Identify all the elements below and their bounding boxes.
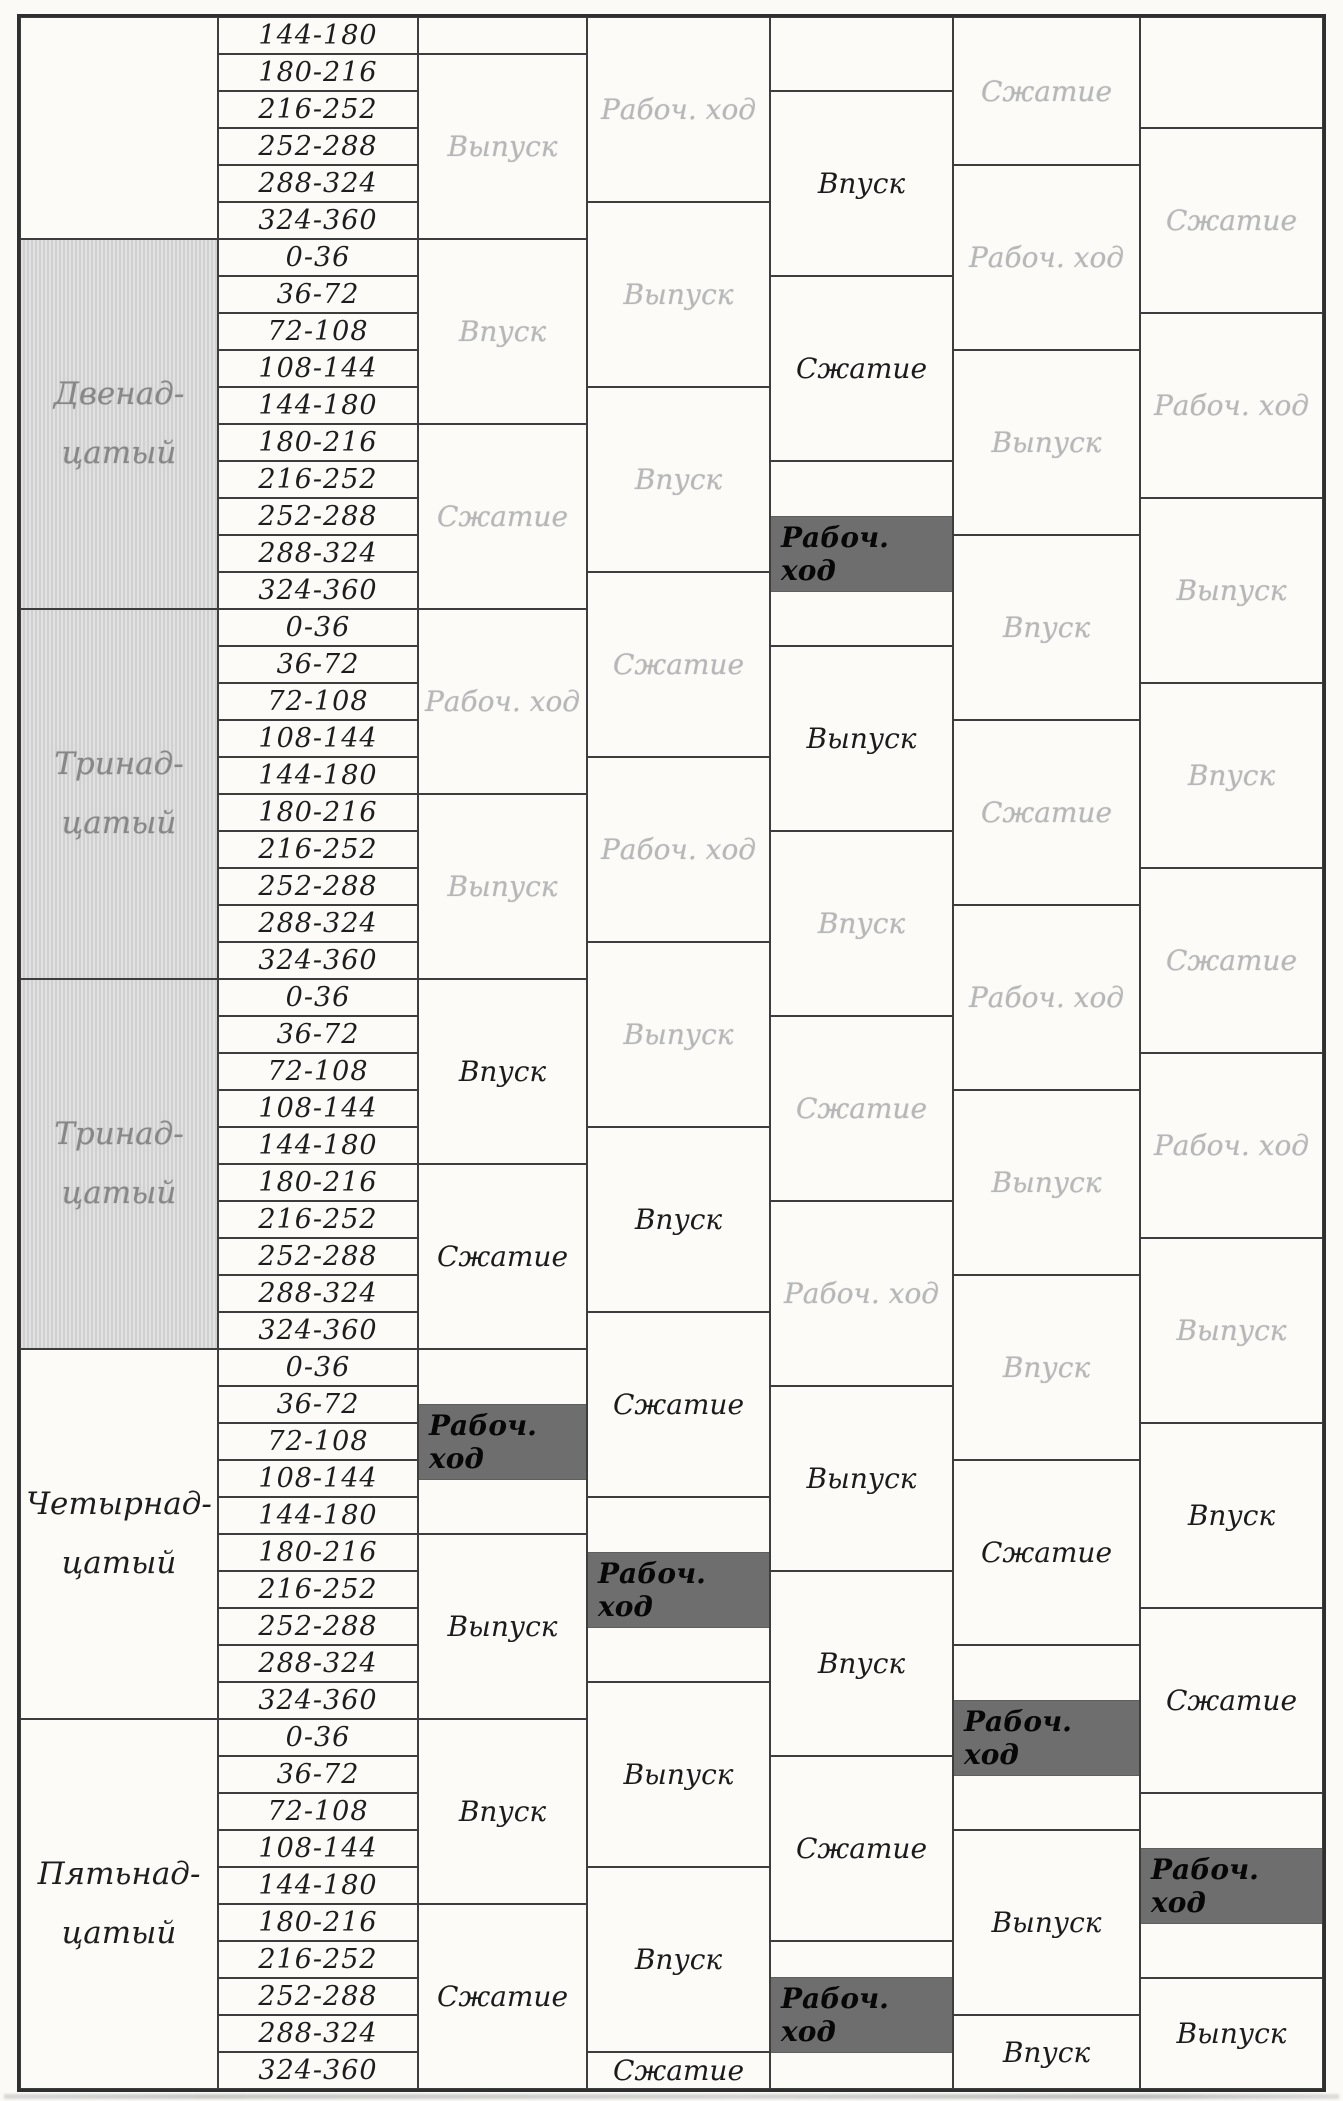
- phase-label: Рабоч. ход: [1153, 1129, 1310, 1162]
- angle-range-label: 36-72: [276, 1759, 360, 1790]
- phase-label: Впуск: [634, 463, 723, 496]
- angle-cell: [218, 646, 418, 683]
- angle-cell: [218, 1386, 418, 1423]
- scan-artifact-line: [4, 2094, 1339, 2099]
- angle-range-label: 180-216: [258, 1907, 378, 1938]
- angle-cell: [218, 1830, 418, 1867]
- phase-col-3-cell: [770, 646, 953, 831]
- cylinder-label: Двенад-: [53, 376, 185, 412]
- phase-col-1-cell: [418, 609, 587, 794]
- angle-cell: [218, 831, 418, 868]
- angle-cell: [218, 1312, 418, 1349]
- phase-label: Сжатие: [795, 1092, 928, 1125]
- angle-cell: [218, 683, 418, 720]
- phase-col-1-cell: [418, 17, 587, 54]
- angle-cell: [218, 1201, 418, 1238]
- phase-col-3-cell: [770, 831, 953, 1016]
- phase-label: Впуск: [1002, 611, 1091, 644]
- angle-range-label: 108-144: [258, 1093, 378, 1124]
- angle-range-label: 288-324: [258, 2018, 378, 2049]
- phase-col-4-cell: [953, 1460, 1140, 1645]
- phase-label: Впуск: [817, 1647, 906, 1680]
- angle-range-label: 324-360: [258, 575, 378, 606]
- phase-label: Выпуск: [991, 1166, 1102, 1199]
- angle-cell: [218, 1460, 418, 1497]
- angle-range-label: 324-360: [258, 205, 378, 236]
- angle-range-label: 216-252: [258, 1204, 378, 1235]
- phase-col-3-cell: [770, 1941, 953, 2089]
- angle-cell: [218, 794, 418, 831]
- angle-cell: [218, 572, 418, 609]
- phase-label: Впуск: [1002, 2035, 1091, 2069]
- phase-label: Выпуск: [447, 1610, 558, 1643]
- cylinder-label: Тринад-: [54, 1116, 184, 1152]
- phase-col-4-cell: [953, 1275, 1140, 1460]
- phase-label: Сжатие: [980, 74, 1113, 108]
- phase-col-1-cell: [418, 239, 587, 424]
- angle-cell: [218, 1497, 418, 1534]
- phase-col-1-cell: [418, 1534, 587, 1719]
- phase-col-5-cell: [1140, 1978, 1323, 2089]
- phase-label: Сжатие: [436, 500, 569, 533]
- cylinder-cell-5: [20, 1719, 218, 2089]
- angle-cell: [218, 17, 418, 54]
- phase-label: Впуск: [458, 315, 547, 348]
- phase-label-highlighted: Рабоч. ход: [588, 1553, 769, 1627]
- angle-range-label: 36-72: [276, 279, 360, 310]
- cylinder-label: Четырнад-: [26, 1486, 212, 1522]
- angle-cell: [218, 1275, 418, 1312]
- angle-cell: [218, 1608, 418, 1645]
- phase-col-5-cell: [1140, 498, 1323, 683]
- angle-cell: [218, 498, 418, 535]
- phase-label: Впуск: [458, 1795, 547, 1828]
- phase-label: Рабоч. ход: [968, 241, 1125, 274]
- phase-label: Выпуск: [1176, 574, 1287, 607]
- phase-label: Сжатие: [1165, 204, 1298, 237]
- angle-cell: [218, 1571, 418, 1608]
- phase-label: Впуск: [817, 167, 906, 200]
- phase-label-highlighted: Рабоч. ход: [419, 1405, 586, 1479]
- angle-range-label: 216-252: [258, 1944, 378, 1975]
- phase-label: Выпуск: [806, 1462, 917, 1495]
- angle-cell: [218, 461, 418, 498]
- angle-cell: [218, 757, 418, 794]
- phase-label: Сжатие: [795, 352, 928, 385]
- angle-cell: [218, 1090, 418, 1127]
- phase-col-4-cell: [953, 1090, 1140, 1275]
- angle-range-label: 252-288: [258, 1611, 378, 1642]
- phase-col-2-cell: [587, 1497, 770, 1682]
- angle-cell: [218, 1756, 418, 1793]
- phase-label: Сжатие: [795, 1832, 928, 1865]
- angle-range-label: 72-108: [267, 1056, 369, 1087]
- phase-col-3-cell: [770, 1756, 953, 1941]
- angle-cell: [218, 1423, 418, 1460]
- phase-col-5-cell: [1140, 1793, 1323, 1978]
- phase-col-5-cell: [1140, 313, 1323, 498]
- phase-col-2-cell: [587, 387, 770, 572]
- angle-range-label: 216-252: [258, 1574, 378, 1605]
- phase-label: Рабоч. ход: [1153, 389, 1310, 422]
- phase-label: Выпуск: [447, 870, 558, 903]
- phase-col-2-cell: [587, 942, 770, 1127]
- phase-col-3-cell: [770, 1386, 953, 1571]
- phase-col-5-cell: [1140, 128, 1323, 313]
- angle-range-label: 36-72: [276, 649, 360, 680]
- angle-cell: [218, 1978, 418, 2015]
- phase-col-3-cell: [770, 1201, 953, 1386]
- angle-cell: [218, 165, 418, 202]
- phase-col-2-cell: [587, 17, 770, 202]
- phase-col-2-cell: [587, 1312, 770, 1497]
- phase-label-highlighted: Рабоч. ход: [1141, 1849, 1322, 1923]
- angle-cell: [218, 387, 418, 424]
- angle-cell: [218, 1941, 418, 1978]
- phase-label: Сжатие: [436, 1980, 569, 2013]
- phase-label: Рабоч. ход: [600, 93, 757, 126]
- angle-cell: [218, 1238, 418, 1275]
- phase-col-2-cell: [587, 2052, 770, 2089]
- angle-cell: [218, 1682, 418, 1719]
- angle-range-label: 288-324: [258, 1278, 378, 1309]
- angle-range-label: 108-144: [258, 1463, 378, 1494]
- angle-range-label: 108-144: [258, 353, 378, 384]
- cylinder-label: Тринад-: [54, 746, 184, 782]
- angle-range-label: 36-72: [276, 1019, 360, 1050]
- cylinder-cell-0: [20, 17, 218, 239]
- angle-cell: [218, 1053, 418, 1090]
- angle-range-label: 180-216: [258, 57, 378, 88]
- cylinder-label: цатый: [61, 1915, 177, 1951]
- angle-range-label: 108-144: [258, 1833, 378, 1864]
- phase-col-5-cell: [1140, 1238, 1323, 1423]
- angle-cell: [218, 609, 418, 646]
- phase-col-3-cell: [770, 17, 953, 91]
- angle-cell: [218, 128, 418, 165]
- angle-cell: [218, 202, 418, 239]
- cylinder-label: цатый: [61, 1175, 177, 1211]
- phase-col-3-cell: [770, 461, 953, 646]
- angle-range-label: 324-360: [258, 945, 378, 976]
- phase-col-2-cell: [587, 1867, 770, 2052]
- angle-cell: [218, 1349, 418, 1386]
- phase-col-2-cell: [587, 757, 770, 942]
- angle-range-label: 72-108: [267, 1426, 369, 1457]
- phase-label: Сжатие: [1165, 1684, 1298, 1717]
- phase-label: Выпуск: [623, 278, 734, 311]
- phase-label: Выпуск: [623, 1758, 734, 1791]
- phase-label: Выпуск: [991, 426, 1102, 459]
- angle-range-label: 252-288: [258, 1981, 378, 2012]
- phase-col-3-cell: [770, 1571, 953, 1756]
- angle-range-label: 144-180: [258, 390, 378, 421]
- angle-cell: [218, 979, 418, 1016]
- angle-range-label: 216-252: [258, 834, 378, 865]
- phase-col-3-cell: [770, 1016, 953, 1201]
- angle-cell: [218, 942, 418, 979]
- phase-label: Выпуск: [991, 1906, 1102, 1939]
- angle-range-label: 72-108: [267, 316, 369, 347]
- phase-col-4-cell: [953, 1645, 1140, 1830]
- cylinder-cell-4: [20, 1349, 218, 1719]
- phase-col-2-cell: [587, 202, 770, 387]
- angle-cell: [218, 313, 418, 350]
- angle-range-label: 252-288: [258, 131, 378, 162]
- angle-cell: [218, 1016, 418, 1053]
- angle-range-label: 324-360: [258, 1685, 378, 1716]
- cylinder-label: Пятьнад-: [37, 1856, 201, 1892]
- phase-col-4-cell: [953, 165, 1140, 350]
- phase-col-4-cell: [953, 905, 1140, 1090]
- angle-range-label: 72-108: [267, 686, 369, 717]
- angle-range-label: 0-36: [285, 1352, 351, 1383]
- phase-col-5-cell: [1140, 1423, 1323, 1608]
- phase-label: Сжатие: [612, 2054, 745, 2087]
- phase-col-2-cell: [587, 1682, 770, 1867]
- phase-col-5-cell: [1140, 1053, 1323, 1238]
- phase-label: Рабоч. ход: [424, 685, 581, 718]
- phase-label: Впуск: [634, 1203, 723, 1236]
- cylinder-cell-2: [20, 609, 218, 979]
- angle-range-label: 36-72: [276, 1389, 360, 1420]
- angle-range-label: 0-36: [285, 612, 351, 643]
- angle-range-label: 144-180: [258, 1870, 378, 1901]
- angle-cell: [218, 350, 418, 387]
- phase-label: Выпуск: [806, 722, 917, 755]
- angle-range-label: 144-180: [258, 1500, 378, 1531]
- phase-label-highlighted: Рабоч. ход: [771, 517, 952, 591]
- angle-cell: [218, 1793, 418, 1830]
- angle-range-label: 0-36: [285, 982, 351, 1013]
- phase-col-4-cell: [953, 2015, 1140, 2089]
- phase-label: Рабоч. ход: [600, 833, 757, 866]
- angle-range-label: 0-36: [285, 1722, 351, 1753]
- phase-col-4-cell: [953, 17, 1140, 165]
- angle-range-label: 288-324: [258, 168, 378, 199]
- angle-cell: [218, 1904, 418, 1941]
- cylinder-label: цатый: [61, 1545, 177, 1581]
- phase-label: Сжатие: [612, 1388, 745, 1421]
- cylinder-cell-1: [20, 239, 218, 609]
- angle-cell: [218, 424, 418, 461]
- phase-label: Впуск: [1187, 1499, 1276, 1532]
- phase-label: Сжатие: [1165, 944, 1298, 977]
- angle-cell: [218, 535, 418, 572]
- phase-col-4-cell: [953, 1830, 1140, 2015]
- phase-label: Сжатие: [980, 796, 1113, 829]
- angle-range-label: 252-288: [258, 1241, 378, 1272]
- phase-label: Сжатие: [436, 1240, 569, 1273]
- phase-label: Сжатие: [980, 1536, 1113, 1569]
- angle-cell: [218, 54, 418, 91]
- phase-label: Выпуск: [1176, 2017, 1287, 2050]
- phase-label: Выпуск: [447, 130, 558, 163]
- angle-cell: [218, 1534, 418, 1571]
- angle-range-label: 252-288: [258, 501, 378, 532]
- angle-cell: [218, 1645, 418, 1682]
- angle-cell: [218, 276, 418, 313]
- angle-range-label: 216-252: [258, 94, 378, 125]
- phase-col-5-cell: [1140, 868, 1323, 1053]
- phase-label: Рабоч. ход: [968, 981, 1125, 1014]
- phase-label: Выпуск: [1176, 1314, 1287, 1347]
- angle-range-label: 180-216: [258, 797, 378, 828]
- phase-col-1-cell: [418, 54, 587, 239]
- angle-range-label: 144-180: [258, 760, 378, 791]
- angle-range-label: 252-288: [258, 871, 378, 902]
- angle-range-label: 324-360: [258, 1315, 378, 1346]
- angle-cell: [218, 2052, 418, 2089]
- phase-col-1-cell: [418, 1719, 587, 1904]
- phase-col-5-cell: [1140, 1608, 1323, 1793]
- angle-cell: [218, 239, 418, 276]
- phase-col-1-cell: [418, 1904, 587, 2089]
- phase-col-1-cell: [418, 794, 587, 979]
- angle-range-label: 324-360: [258, 2055, 378, 2086]
- angle-cell: [218, 1719, 418, 1756]
- angle-cell: [218, 1867, 418, 1904]
- angle-range-label: 180-216: [258, 1167, 378, 1198]
- angle-cell: [218, 868, 418, 905]
- angle-cell: [218, 91, 418, 128]
- phase-col-3-cell: [770, 91, 953, 276]
- angle-range-label: 288-324: [258, 908, 378, 939]
- angle-range-label: 144-180: [258, 20, 378, 51]
- phase-col-4-cell: [953, 720, 1140, 905]
- phase-label-highlighted: Рабоч. ход: [771, 1978, 952, 2052]
- phase-label: Впуск: [1187, 759, 1276, 792]
- angle-range-label: 216-252: [258, 464, 378, 495]
- angle-cell: [218, 1164, 418, 1201]
- phase-col-3-cell: [770, 276, 953, 461]
- angle-range-label: 0-36: [285, 242, 351, 273]
- angle-cell: [218, 1127, 418, 1164]
- phase-label: Впуск: [634, 1943, 723, 1976]
- phase-col-1-cell: [418, 424, 587, 609]
- phase-col-4-cell: [953, 535, 1140, 720]
- angle-range-label: 72-108: [267, 1796, 369, 1827]
- phase-label-highlighted: Рабоч. ход: [954, 1701, 1139, 1775]
- angle-cell: [218, 2015, 418, 2052]
- phase-label: Выпуск: [623, 1018, 734, 1051]
- phase-label: Впуск: [458, 1055, 547, 1088]
- angle-range-label: 144-180: [258, 1130, 378, 1161]
- phase-col-1-cell: [418, 1349, 587, 1534]
- cylinder-cell-3: [20, 979, 218, 1349]
- angle-range-label: 180-216: [258, 427, 378, 458]
- angle-range-label: 288-324: [258, 538, 378, 569]
- angle-cell: [218, 720, 418, 757]
- phase-col-1-cell: [418, 979, 587, 1164]
- phase-col-4-cell: [953, 350, 1140, 535]
- angle-range-label: 288-324: [258, 1648, 378, 1679]
- phase-label: Рабоч. ход: [783, 1277, 940, 1310]
- angle-range-label: 180-216: [258, 1537, 378, 1568]
- phase-label: Впуск: [1002, 1351, 1091, 1384]
- phase-col-2-cell: [587, 572, 770, 757]
- phase-label: Сжатие: [612, 648, 745, 681]
- angle-cell: [218, 905, 418, 942]
- engine-stroke-phase-table: [20, 17, 1323, 2089]
- phase-col-5-cell: [1140, 17, 1323, 128]
- cylinder-label: цатый: [61, 435, 177, 471]
- cylinder-label: цатый: [61, 805, 177, 841]
- phase-col-2-cell: [587, 1127, 770, 1312]
- angle-range-label: 108-144: [258, 723, 378, 754]
- phase-col-1-cell: [418, 1164, 587, 1349]
- phase-label: Впуск: [817, 907, 906, 940]
- phase-col-5-cell: [1140, 683, 1323, 868]
